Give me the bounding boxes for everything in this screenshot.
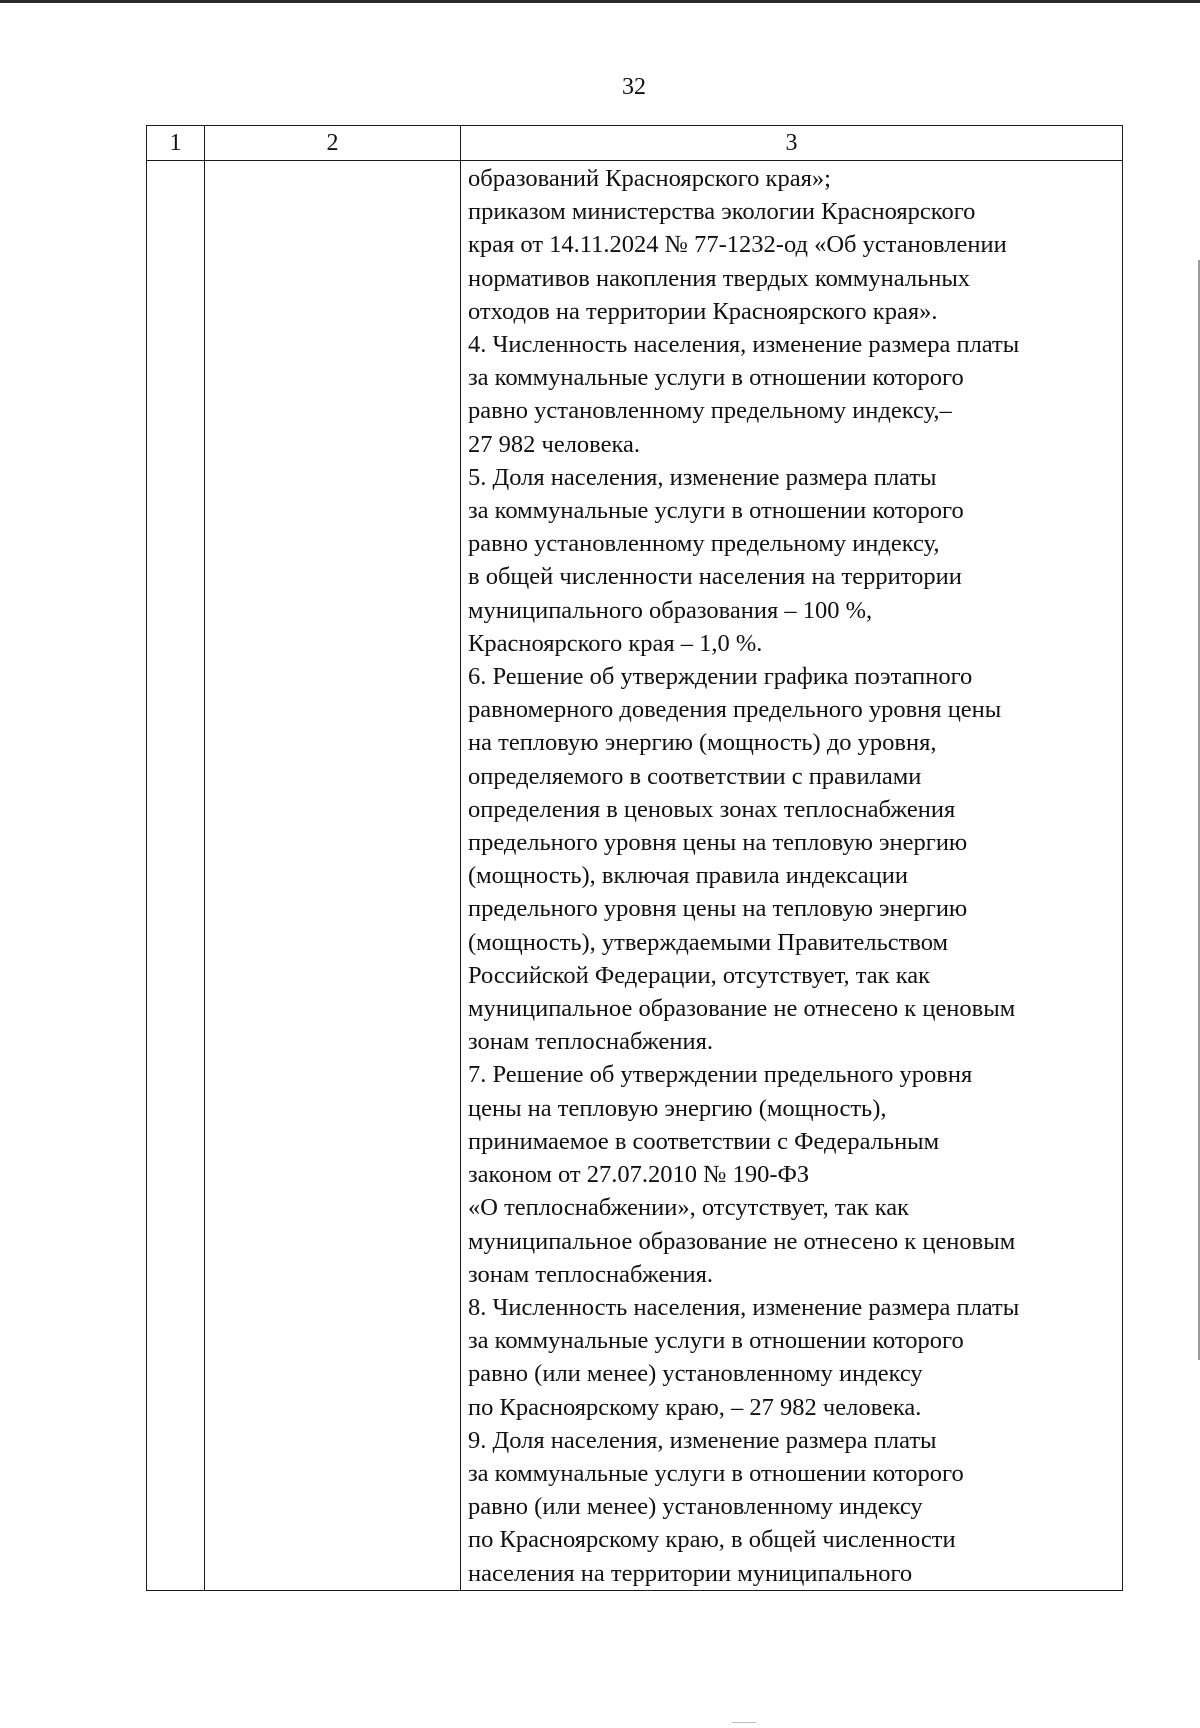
text-line: населения на территории муниципального xyxy=(468,1559,913,1587)
text-line: 4. Численность населения, изменение размера платы xyxy=(468,331,1020,359)
text-line: отходов на территории Красноярского края». xyxy=(468,297,938,325)
text-line: 7. Решение об утверждении предельного уровня xyxy=(468,1061,973,1089)
text-line: нормативов накопления твердых коммунальных xyxy=(468,264,971,292)
text-line: (мощность), включая правила индексации xyxy=(468,862,908,890)
text-line: законом от 27.07.2010 № 190-ФЗ xyxy=(468,1161,810,1189)
text-line: края от 14.11.2024 № 77-1232-од «Об установлении xyxy=(468,231,1007,259)
text-line: муниципальное образование не отнесено к ценовым xyxy=(468,995,1016,1023)
text-line: образований Красноярского края»; xyxy=(468,165,831,192)
text-line: равномерного доведения предельного уровня цены xyxy=(468,696,1002,724)
text-line: за коммунальные услуги в отношении которого xyxy=(468,1459,964,1487)
header-cell-2: 2 xyxy=(205,126,461,161)
text-line: зонам теплоснабжения. xyxy=(468,1260,713,1288)
text-line: Красноярского края – 1,0 %. xyxy=(468,629,763,657)
text-line: за коммунальные услуги в отношении которого xyxy=(468,497,964,525)
text-line: Российской Федерации, отсутствует, так как xyxy=(468,961,931,989)
cell-col-1 xyxy=(147,161,205,1591)
text-line: (мощность), утверждаемыми Правительством xyxy=(468,928,949,956)
text-line: равно установленному предельному индексу,– xyxy=(468,397,952,425)
page-number: 32 xyxy=(622,74,646,100)
text-line: 9. Доля населения, изменение размера платы xyxy=(468,1426,937,1454)
text-line: «О теплоснабжении», отсутствует, так как xyxy=(468,1194,910,1222)
document-table xyxy=(146,125,1123,1591)
text-line: зонам теплоснабжения. xyxy=(468,1028,713,1056)
cell-col-2 xyxy=(205,161,461,1591)
text-line: принимаемое в соответствии с Федеральным xyxy=(468,1127,940,1155)
text-line: равно (или менее) установленному индексу xyxy=(468,1360,923,1388)
text-line: за коммунальные услуги в отношении которого xyxy=(468,364,964,392)
text-line: определяемого в соответствии с правилами xyxy=(468,762,922,790)
text-line: 27 982 человека. xyxy=(468,430,641,458)
cell-text-block xyxy=(461,161,1122,1590)
text-line: равно установленному предельному индексу, xyxy=(468,530,940,558)
cell-col-3 xyxy=(461,161,1123,1591)
text-line: 6. Решение об утверждении графика поэтапного xyxy=(468,663,973,691)
table-row xyxy=(147,161,1123,1591)
scan-border-top xyxy=(0,0,1200,3)
text-line: 5. Доля населения, изменение размера платы xyxy=(468,463,937,491)
text-line: предельного уровня цены на тепловую энергию xyxy=(468,829,968,857)
text-line: определения в ценовых зонах теплоснабжения xyxy=(468,795,956,823)
text-line: по Красноярскому краю, в общей численности xyxy=(468,1526,956,1554)
text-line: 8. Численность населения, изменение размера платы xyxy=(468,1293,1020,1321)
text-line: в общей численности населения на территории xyxy=(468,563,962,591)
text-line: на тепловую энергию (мощность) до уровня, xyxy=(468,729,937,757)
text-line: за коммунальные услуги в отношении которого xyxy=(468,1327,964,1355)
header-cell-3: 3 xyxy=(461,126,1123,161)
header-cell-1: 1 xyxy=(147,126,205,161)
text-line: цены на тепловую энергию (мощность), xyxy=(468,1094,887,1122)
text-line: муниципальное образование не отнесено к ценовым xyxy=(468,1227,1016,1255)
table-header-row xyxy=(147,126,1123,161)
text-line: равно (или менее) установленному индексу xyxy=(468,1493,923,1521)
text-line: предельного уровня цены на тепловую энергию xyxy=(468,895,968,923)
scan-mark xyxy=(732,1722,756,1723)
text-line: муниципального образования – 100 %, xyxy=(468,596,873,624)
text-line: приказом министерства экологии Красноярского xyxy=(468,198,976,226)
text-line: по Красноярскому краю, – 27 982 человека. xyxy=(468,1393,922,1421)
